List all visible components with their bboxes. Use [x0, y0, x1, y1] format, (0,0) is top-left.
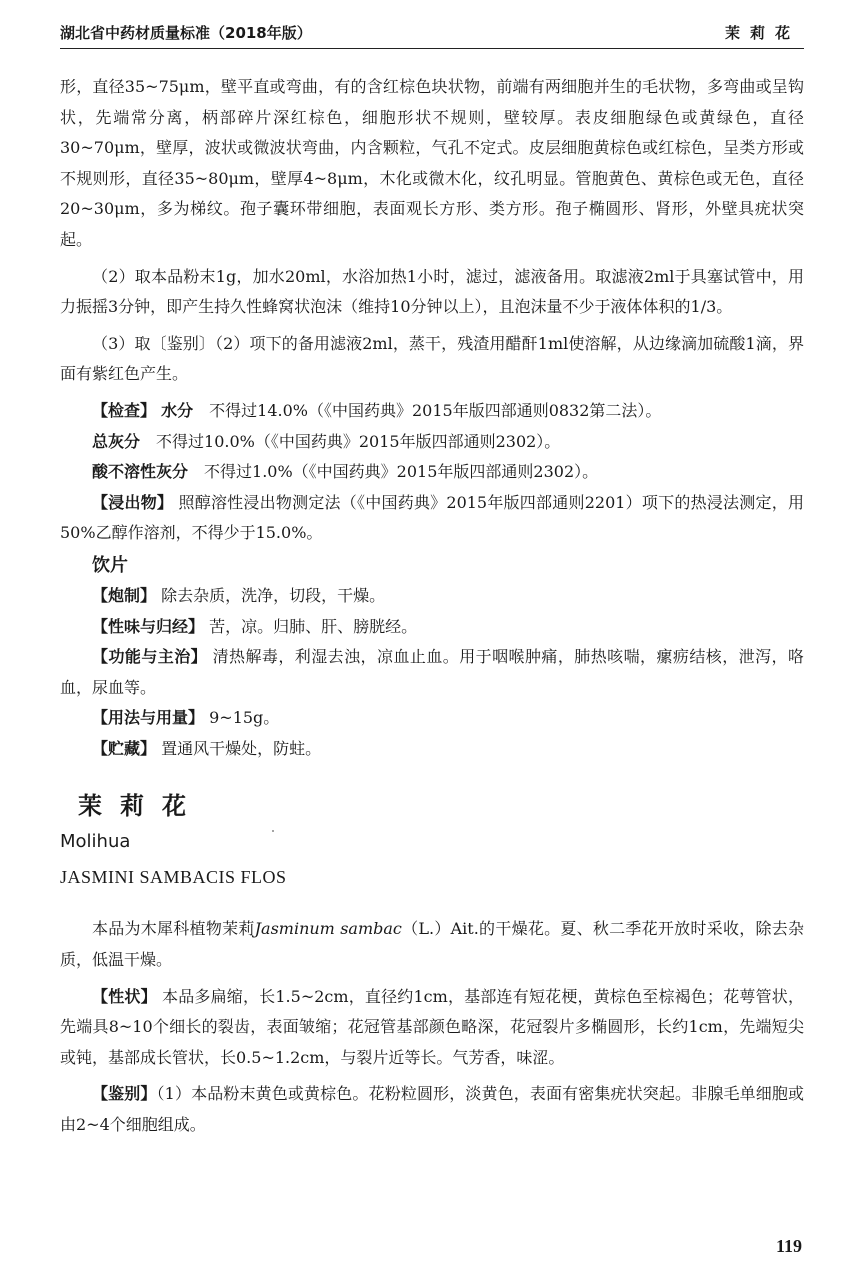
check-total-ash [60, 427, 804, 458]
functions-indications [60, 642, 804, 703]
entry-title-chinese: 茉莉花 [78, 792, 204, 821]
entry-title-pinyin: Molihua [60, 831, 131, 853]
species-name: Jasminum sambac [254, 919, 402, 939]
entry-title-latin: JASMINI SAMBACIS FLOS [60, 867, 287, 888]
processing-text: 除去杂质，洗净，切段，干燥。 [161, 585, 386, 605]
functions-text: 清热解毒，利湿去浊，凉血止血。用于咽喉肿痛，肺热咳喘，瘰疬结核，泄泻，咯血，尿血等。 [60, 647, 804, 697]
print-speck [272, 830, 274, 832]
header-entry-title: 茉莉花 [724, 24, 800, 42]
storage-label: 【贮藏】 [92, 738, 157, 758]
intro-after: （L.）Ait.的干燥花。夏、秋二季花开放时采收，除去杂质，低温干燥。 [60, 919, 804, 970]
header-rule [60, 48, 804, 49]
yinpian-heading: 饮片 [92, 554, 128, 576]
description [60, 982, 804, 1074]
processing-label: 【炮制】 [92, 585, 157, 605]
identification-test-2: （2）取本品粉末1g，加水20ml，水浴加热1小时，滤过，滤液备用。取滤液2ml于具塞试管中，用力振摇3分钟，即产生持久性蜂窝状泡沫（维持10分钟以上），且泡沫量不少于液体体积的1/3。 [60, 266, 804, 317]
page-number: 119 [775, 1236, 802, 1256]
acid-ash-text: 不得过1.0%（《中国药典》2015年版四部通则2302）。 [204, 462, 599, 482]
identification-text: （1）本品粉末黄色或黄棕色。花粉粒圆形，淡黄色，表面有密集疣状突起。非腺毛单细胞或由2~4个细胞组成。 [60, 1084, 804, 1135]
nature-meridian-label: 【性味与归经】 [92, 616, 205, 636]
entry-title-block [60, 786, 804, 894]
description-label: 【性状】 [92, 986, 157, 1006]
intro-before: 本品为木犀科植物茉莉 [92, 919, 255, 939]
identification [60, 1079, 804, 1140]
extractives [60, 488, 804, 549]
total-ash-text: 不得过10.0%（《中国药典》2015年版四部通则2302）。 [156, 431, 561, 451]
processing [60, 581, 804, 612]
extractives-label: 【浸出物】 [92, 492, 174, 512]
extractives-text: 照醇溶性浸出物测定法（《中国药典》2015年版四部通则2201）项下的热浸法测定，用50%乙醇作溶剂，不得少于15.0%。 [60, 492, 804, 543]
nature-meridian [60, 612, 804, 643]
total-ash-label: 总灰分 [92, 431, 141, 451]
usage-label: 【用法与用量】 [92, 708, 205, 728]
entry-intro [60, 914, 804, 975]
page-body [60, 72, 804, 1141]
check-label: 【检查】 [92, 400, 157, 420]
usage-dosage [60, 703, 804, 734]
identification-label: 【鉴别】 [92, 1084, 157, 1104]
storage-text: 置通风干燥处，防蛀。 [161, 738, 322, 758]
water-text: 不得过14.0%（《中国药典》2015年版四部通则0832第二法）。 [209, 400, 662, 420]
check-water [60, 396, 804, 427]
check-acid-ash [60, 457, 804, 488]
usage-text: 9~15g。 [209, 708, 280, 728]
functions-label: 【功能与主治】 [92, 647, 208, 667]
description-text: 本品多扁缩，长1.5~2cm，直径约1cm，基部连有短花梗，黄棕色至棕褐色；花萼管状，先端具8~10个细长的裂齿，表面皱缩；花冠管基部颜色略深，花冠裂片多椭圆形，长约1cm，先端短尖或钝，基部成长管状，长0.5~1.2cm，与裂片近等长。气芳香，味涩。 [60, 986, 804, 1067]
header-book-title: 湖北省中药材质量标准（2018年版） [60, 24, 312, 42]
running-header [60, 22, 804, 46]
water-label: 水分 [161, 400, 194, 420]
nature-meridian-text: 苦，凉。归肺、肝、膀胱经。 [209, 616, 418, 636]
microscopy-continued: 形，直径35~75μm，壁平直或弯曲，有的含红棕色块状物，前端有两细胞并生的毛状物，多弯曲或呈钩状，先端常分离，柄部碎片深红棕色，细胞形状不规则，壁较厚。表皮细胞绿色或黄绿色，直径30~70μm，壁厚，波状或微波状弯曲，内含颗粒，气孔不定式。皮层细胞黄棕色或红棕色，呈类方形或不规则形，直径35~80μm，壁厚4~8μm，木化或微木化，纹孔明显。管胞黄色、黄棕色或无色，直径20~30μm，多为梯纹。孢子囊环带细胞，表面观长方形、类方形。孢子椭圆形、肾形，外壁具疣状突起。 [60, 77, 804, 249]
storage [60, 734, 804, 765]
identification-test-3: （3）取〔鉴别〕（2）项下的备用滤液2ml，蒸干，残渣用醋酐1ml使溶解，从边缘滴加硫酸1滴，界面有紫红色产生。 [60, 333, 804, 384]
acid-ash-label: 酸不溶性灰分 [92, 462, 189, 482]
